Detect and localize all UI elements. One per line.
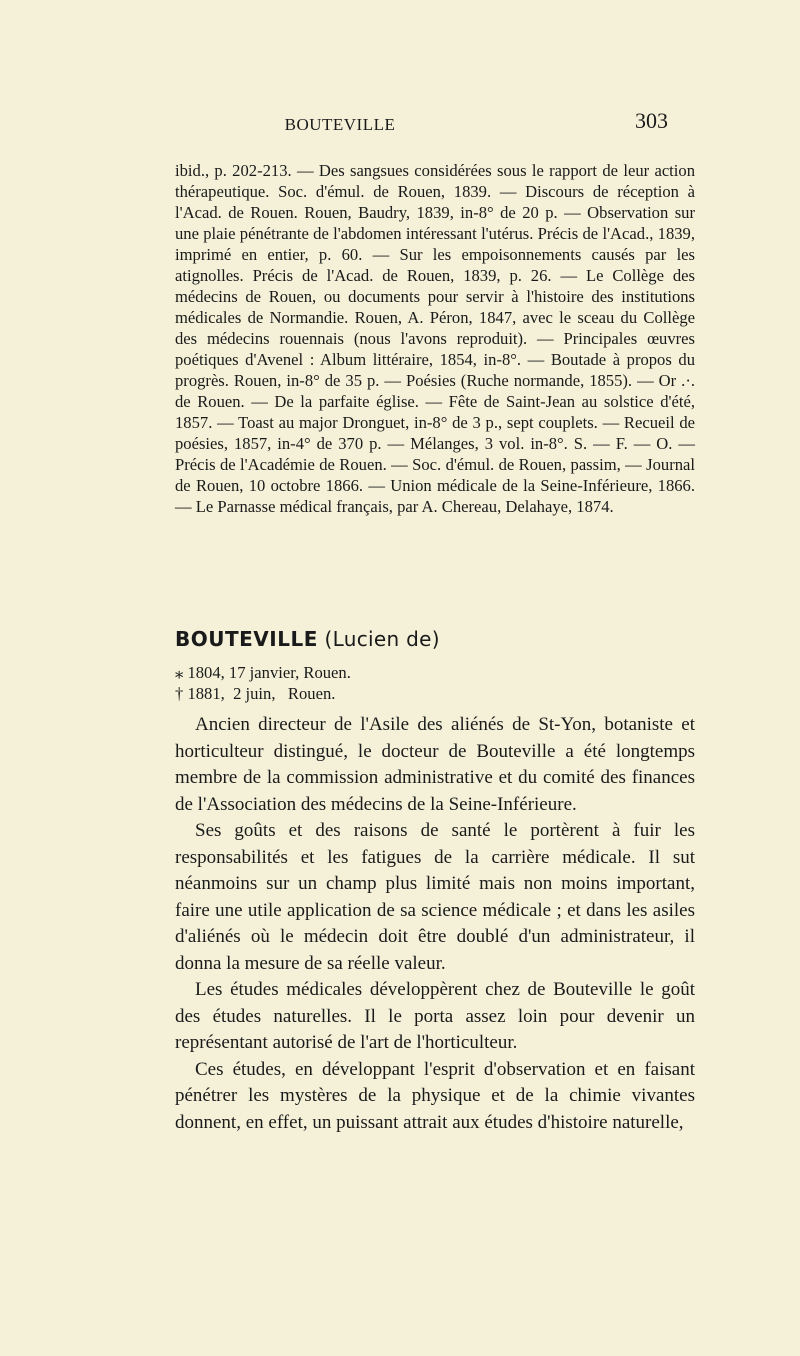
entry-given-name: (Lucien de) [324, 627, 440, 651]
entry-dates [175, 662, 351, 704]
entry-body [175, 712, 695, 1136]
previous-entry-bibliography [175, 160, 695, 517]
death-line: † 1881, 2 juin, Rouen. [175, 684, 336, 703]
running-head: BOUTEVILLE [284, 115, 396, 134]
entry-surname: BOUTEVILLE [175, 627, 318, 651]
body-paragraph: Les études médicales développèrent chez de Bouteville le goût des études naturelles. Il le porta assez loin pour devenir un représentant autorisé de l'art de l'horticulteur. [175, 979, 695, 1053]
entry-heading [175, 627, 440, 651]
birth-line: ⁎ 1804, 17 janvier, Rouen. [175, 663, 351, 682]
page-number: 303 [635, 108, 668, 133]
body-paragraph: Ancien directeur de l'Asile des aliénés de St-Yon, botaniste et horticulteur distingué, le docteur de Bouteville a été longtemps membre de la commission administrative et du comité des finances de l'Association des médecins de la Seine-Inférieure. [175, 714, 695, 815]
body-paragraph: Ces études, en développant l'esprit d'observation et en faisant pénétrer les mystères de la physique et de la chimie vivantes donnent, en effet, un puissant attrait aux études d'histoire naturelle, [175, 1058, 695, 1133]
body-paragraph: Ses goûts et des raisons de santé le portèrent à fuir les responsabilités et les fatigues de la carrière médicale. Il sut néanmoins sur un champ plus limité mais non moins important, faire une utile application de sa science médicale ; et dans les asiles d'aliénés où le médecin doit être doublé d'un administrateur, il donna la mesure de sa réelle valeur. [175, 820, 695, 974]
bibliography-paragraph: ibid., p. 202-213. — Des sangsues considérées sous le rapport de leur action thérapeutique. Soc. d'émul. de Rouen, 1839. — Discours de réception à l'Acad. de Rouen. Rouen, Baudry, 1839, in-8° de 20 p. — Observation sur une plaie pénétrante de l'abdomen intéressant l'utérus. Précis de l'Acad., 1839, imprimé en entier, p. 60. — Sur les empoisonnements causés par les atignolles. Précis de l'Acad. de Rouen, 1839, p. 26. — Le Collège des médecins de Rouen, ou documents pour servir à l'histoire des institutions médicales de Normandie. Rouen, A. Péron, 1847, avec le sceau du Collège des médecins rouennais (nous l'avons reproduit). — Principales œuvres poétiques d'Avenel : Album littéraire, 1854, in-8°. — Boutade à propos du progrès. Rouen, in-8° de 35 p. — Poésies (Ruche normande, 1855). — Or .·. de Rouen. — De la parfaite église. — Fête de Saint-Jean au solstice d'été, 1857. — Toast au major Dronguet, in-8° de 3 p., sept couplets. — Recueil de poésies, 1857, in-4° de 370 p. — Mélanges, 3 vol. in-8°. S. — F. — O. — Précis de l'Académie de Rouen. — Soc. d'émul. de Rouen, passim, — Journal de Rouen, 10 octobre 1866. — Union médicale de la Seine-Inférieure, 1866. — Le Parnasse médical français, par A. Chereau, Delahaye, 1874. [175, 161, 695, 516]
